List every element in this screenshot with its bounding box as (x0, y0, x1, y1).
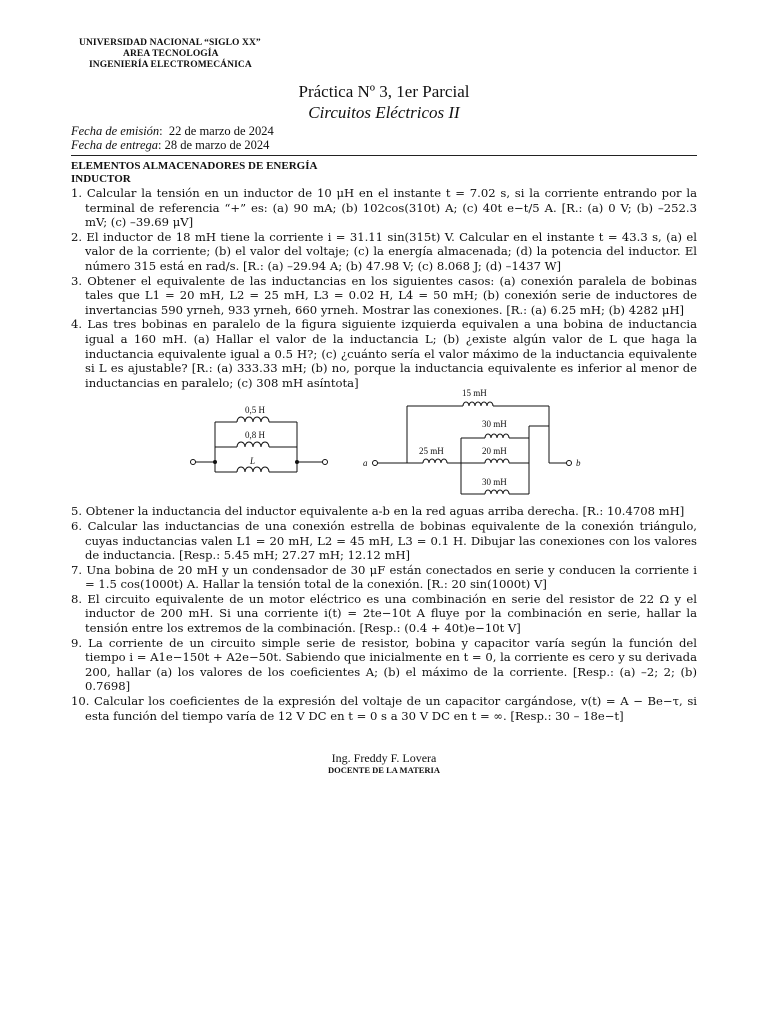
terminal-a (373, 461, 378, 466)
teacher-name: Ing. Freddy F. Lovera (331, 751, 437, 766)
document-title (71, 81, 697, 123)
title-line-1: Práctica Nº 3, 1er Parcial (298, 82, 470, 101)
figures-row (71, 388, 697, 504)
problem-10: 10. Calcular los coeficientes de la expresión del voltaje de un capacitor cargándose, v(t) = A − Be−τ, si esta función del tiempo varía de 12 V DC en t = 0 s a 30 V DC en t = ∞. [Resp.: 30 – 18e−t] (71, 694, 697, 723)
left-node-1 (213, 460, 217, 464)
inductor-label-20mh: 20 mH (482, 446, 507, 457)
terminal-a-label: a (363, 458, 368, 469)
inductor-label-08h: 0,8 H (245, 430, 265, 441)
inductor-label-30mh-top: 30 mH (482, 419, 507, 430)
left-terminal-1 (191, 460, 196, 465)
parallel-inductors-figure (187, 400, 347, 486)
issue-date-value: 22 de marzo de 2024 (168, 124, 274, 138)
area-name: AREA TECNOLOGÍA (123, 49, 219, 59)
problem-8: 8. El circuito equivalente de un motor eléctrico es una combinación en serie del resistor de 22 Ω y el inductor de 200 mH. Si una corriente i(t) = 2te−10t A fluye por la combinación en serie, hallar la tensión entre los extremos de la combinación. [Resp.: (0.4 + 40t)e−10t V] (71, 591, 697, 636)
terminal-b (567, 461, 572, 466)
section-subtitle: INDUCTOR (71, 173, 131, 185)
inductor-label-15mh: 15 mH (462, 388, 487, 399)
due-date-line: Fecha de entrega: 28 de marzo de 2024 (71, 138, 270, 152)
signature-block (71, 751, 697, 775)
problem-6: 6. Calcular las inductancias de una conexión estrella de bobinas equivalente de la conexión triángulo, cuyas inductancias valen L1 = 20 mH, L2 = 45 mH, L3 = 0.1 H. Dibujar las conexiones con los valores de inductancia. [Resp.: 5.45 mH; 27.27 mH; 12.12 mH] (71, 518, 697, 563)
issue-date-label: Fecha de emisión (71, 124, 160, 138)
inductor-label-l: L (250, 456, 256, 467)
problem-4: 4. Las tres bobinas en paralelo de la figura siguiente izquierda equivalen a una bobina de inductancia igual a 160 mH. (a) Hallar el valor de la inductancia L; (b) ¿existe algún valor de L que haga la inductancia equivalente igual a 0.5 H?; (c) ¿cuánto sería el valor máximo de la inductancia equivalente si L es ajustable? [R.: (a) 333.33 mH; (b) no, porque la inductancia equivalente es inferior al menor de inductancias en paralelo; (c) 308 mH asíntota] (71, 317, 697, 390)
due-date-value: 28 de marzo de 2024 (164, 138, 270, 152)
problem-7: 7. Una bobina de 20 mH y un condensador de 30 μF están conectados en serie y conducen la corriente i = 1.5 cos(1000t) A. Hallar la tensión total de la conexión. [R.: 20 sin(1000t) V] (71, 562, 697, 592)
dates-block (71, 124, 697, 152)
university-name: UNIVERSIDAD NACIONAL “SIGLO XX” (79, 38, 261, 48)
section-heading (71, 160, 697, 186)
inductor-label-05h: 0,5 H (245, 405, 265, 416)
issue-date-line: Fecha de emisión: 22 de marzo de 2024 (71, 124, 274, 138)
institution-header (71, 38, 697, 71)
inductor-label-30mh-bottom: 30 mH (482, 477, 507, 488)
left-node-2 (295, 460, 299, 464)
header-divider (71, 155, 697, 156)
problem-5: 5. Obtener la inductancia del inductor equivalente a-b en la red aguas arriba derecha. [R.: 10.4708 mH] (71, 504, 685, 519)
title-line-2: Circuitos Eléctricos II (308, 103, 460, 122)
series-parallel-network-figure (363, 386, 593, 506)
inductor-label-25mh: 25 mH (419, 446, 444, 457)
left-terminal-2 (323, 460, 328, 465)
problem-3: 3. Obtener el equivalente de las inductancias en los siguientes casos: (a) conexión paralela de bobinas tales que L1 = 20 mH, L2 = 25 mH, L3 = 0.02 H, L4 = 50 mH; (b) conexión serie de inductores de invertancias 590 yrneh, 933 yrneh, 660 yrneh. Mostrar las conexiones. [R.: (a) 6.25 mH; (b) 4282 μH] (71, 273, 697, 317)
document-page (71, 38, 697, 775)
career-name: INGENIERÍA ELECTROMECÁNICA (89, 60, 252, 70)
due-date-label: Fecha de entrega (71, 138, 158, 152)
problem-9: 9. La corriente de un circuito simple serie de resistor, bobina y capacitor varía según la función del tiempo i = A1e−150t + A2e−50t. Sabiendo que inicialmente en t = 0, la corriente es cero y su derivada 200, hallar (a) los valores de los coeficientes A; (b) el máximo de la corriente. [Resp.: (a) –2; 2; (b) 0.7698] (71, 635, 697, 694)
problem-2: 2. El inductor de 18 mH tiene la corriente i = 31.11 sin(315t) V. Calcular en el instante t = 43.3 s, (a) el valor de la corriente; (b) el valor del voltaje; (c) la energía almacenada; (d) la potencia del inductor. El número 315 está en rad/s. [R.: (a) –29.94 A; (b) 47.98 V; (c) 8.068 J; (d) –1437 W] (71, 229, 697, 273)
problem-1: 1. Calcular la tensión en un inductor de 10 μH en el instante t = 7.02 s, si la corriente entrando por la terminal de referencia “+” es: (a) 90 mA; (b) 102cos(310t) A; (c) 40t e−t/5 A. [R.: (a) 0 V; (b) –252.3 mV; (c) –39.69 μV] (71, 186, 697, 230)
teacher-role: DOCENTE DE LA MATERIA (327, 765, 440, 776)
terminal-b-label: b (576, 458, 581, 469)
section-title: ELEMENTOS ALMACENADORES DE ENERGÍA (71, 160, 318, 172)
